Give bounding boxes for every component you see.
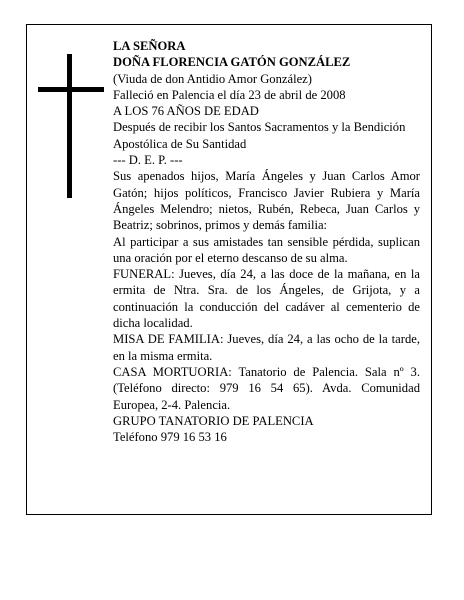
death-info: Falleció en Palencia el día 23 de abril de 2008: [113, 87, 346, 102]
company-phone: Teléfono 979 16 53 16: [113, 430, 227, 445]
title-line-1: LA SEÑORA: [113, 39, 186, 53]
cross-horizontal-bar: [38, 87, 104, 92]
rip: --- D. E. P. ---: [113, 153, 183, 168]
prayer-request: Al participar a sus amistades tan sensible pérdida, suplican una oración por el eterno descanso de su alma.: [113, 234, 420, 265]
family-list: Sus apenados hijos, María Ángeles y Juan Carlos Amor Gatón; hijos políticos, Francisco Javier Rubiera y María Ángeles Melendro; nietos, Rubén, Rebeca, Juan Carlos y Beatriz; sobrinos, primos y demás familia:: [113, 169, 420, 233]
deceased-name: DOÑA FLORENCIA GATÓN GONZÁLEZ: [113, 55, 351, 70]
age: A LOS 76 AÑOS DE EDAD: [113, 104, 259, 119]
sacraments: Después de recibir los Santos Sacramentos y la Bendición Apostólica de Su Santidad: [113, 120, 406, 151]
company-name: GRUPO TANATORIO DE PALENCIA: [113, 413, 314, 428]
obituary-text: [113, 38, 420, 445]
latin-cross-icon: [38, 54, 104, 198]
widow-of: (Viuda de don Antidio Amor González): [113, 71, 312, 86]
funeral-info: FUNERAL: Jueves, día 24, a las doce de la mañana, en la ermita de Ntra. Sra. de los Ángeles, de Grijota, y a continuación la conducción del cadáver al cementerio de dicha localidad.: [113, 267, 420, 331]
cross-vertical-bar: [67, 54, 72, 198]
family-mass-info: MISA DE FAMILIA: Jueves, día 24, a las ocho de la tarde, en la misma ermita.: [113, 332, 420, 363]
funeral-home-info: CASA MORTUORIA: Tanatorio de Palencia. Sala nº 3. (Teléfono directo: 979 16 54 65). Avda. Comunidad Europea, 2-4. Palencia.: [113, 364, 420, 412]
